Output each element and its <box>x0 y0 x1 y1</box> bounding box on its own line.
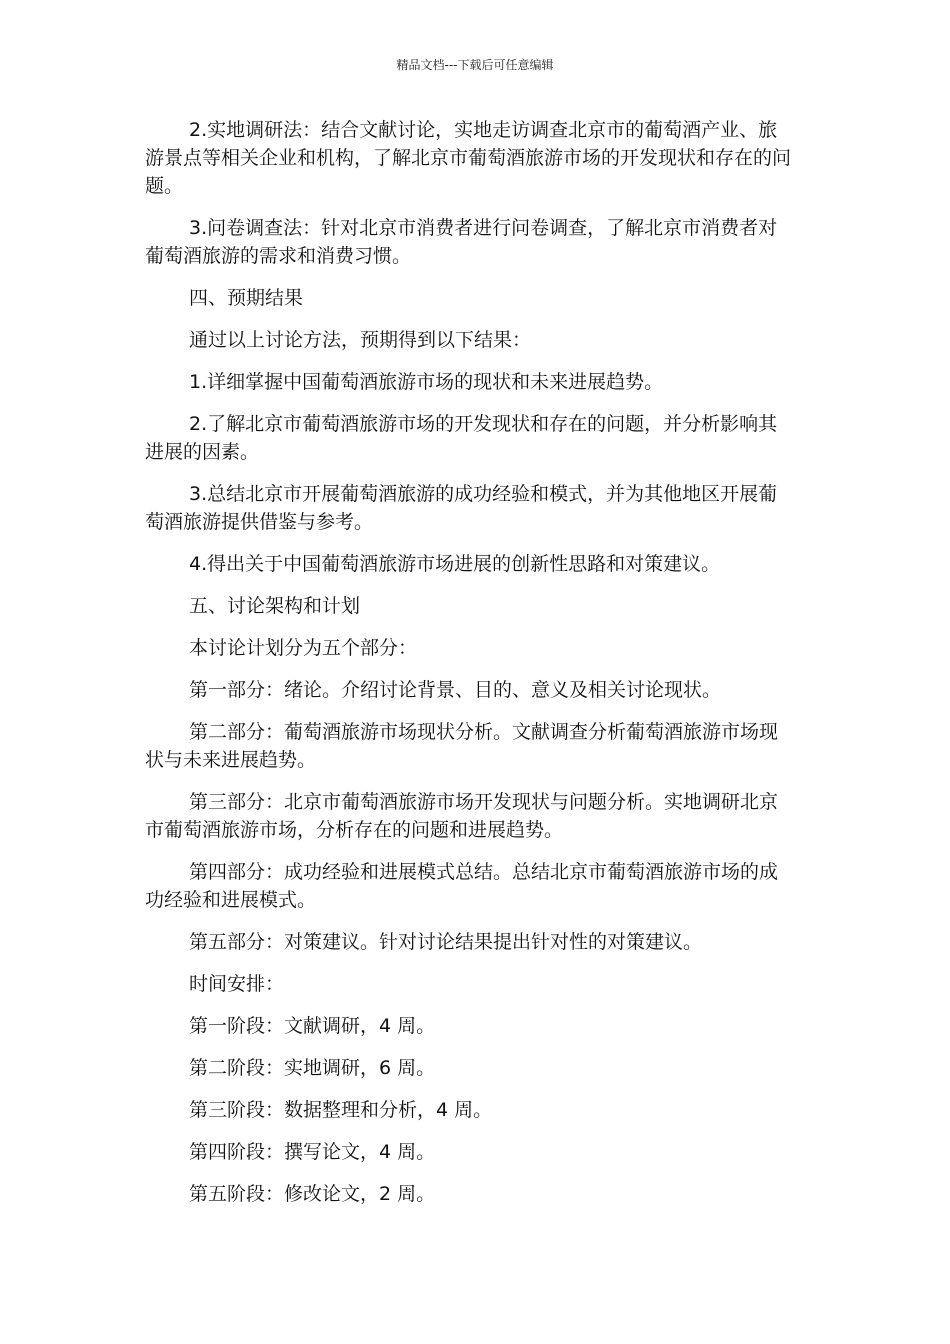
schedule-heading: 时间安排： <box>189 973 285 995</box>
result-item-4: 4.得出关于中国葡萄酒旅游市场进展的创新性思路和对策建议。 <box>189 553 721 575</box>
method-questionnaire: 3.问卷调查法：针对北京市消费者进行问卷调查，了解北京市消费者对葡萄酒旅游的需求和消费习惯。 <box>145 217 778 267</box>
section-heading-structure-plan: 五、讨论架构和计划 <box>189 595 361 617</box>
structure-part-3: 第三部分：北京市葡萄酒旅游市场开发现状与问题分析。实地调研北京市葡萄酒旅游市场，分析存在的问题和进展趋势。 <box>145 791 779 841</box>
method-field-research: 2.实地调研法：结合文献讨论，实地走访调查北京市的葡萄酒产业、旅游景点等相关企业和机构，了解北京市葡萄酒旅游市场的开发现状和存在的问题。 <box>145 119 792 197</box>
schedule-stage-4: 第四阶段：撰写论文，4 周。 <box>189 1141 436 1163</box>
structure-part-5: 第五部分：对策建议。针对讨论结果提出针对性的对策建议。 <box>189 931 703 953</box>
schedule-stage-1: 第一阶段：文献调研，4 周。 <box>189 1015 436 1037</box>
result-item-2: 2.了解北京市葡萄酒旅游市场的开发现状和存在的问题，并分析影响其进展的因素。 <box>145 413 778 463</box>
structure-part-1: 第一部分：绪论。介绍讨论背景、目的、意义及相关讨论现状。 <box>189 679 722 701</box>
section-heading-expected-results: 四、预期结果 <box>189 287 304 309</box>
schedule-stage-2: 第二阶段：实地调研，6 周。 <box>189 1057 436 1079</box>
results-intro: 通过以上讨论方法，预期得到以下结果： <box>189 329 532 351</box>
schedule-stage-3: 第三阶段：数据整理和分析，4 周。 <box>189 1099 493 1121</box>
structure-intro: 本讨论计划分为五个部分： <box>189 637 418 659</box>
result-item-1: 1.详细掌握中国葡萄酒旅游市场的现状和未来进展趋势。 <box>189 371 664 393</box>
structure-part-2: 第二部分：葡萄酒旅游市场现状分析。文献调查分析葡萄酒旅游市场现状与未来进展趋势。 <box>145 721 779 771</box>
schedule-stage-5: 第五阶段：修改论文，2 周。 <box>189 1183 436 1205</box>
structure-part-4: 第四部分：成功经验和进展模式总结。总结北京市葡萄酒旅游市场的成功经验和进展模式。 <box>145 861 779 911</box>
result-item-3: 3.总结北京市开展葡萄酒旅游的成功经验和模式，并为其他地区开展葡萄酒旅游提供借鉴与参考。 <box>145 483 778 533</box>
document-body <box>145 116 795 1222</box>
page-header: 精品文档---下载后可任意编辑 <box>396 58 554 72</box>
